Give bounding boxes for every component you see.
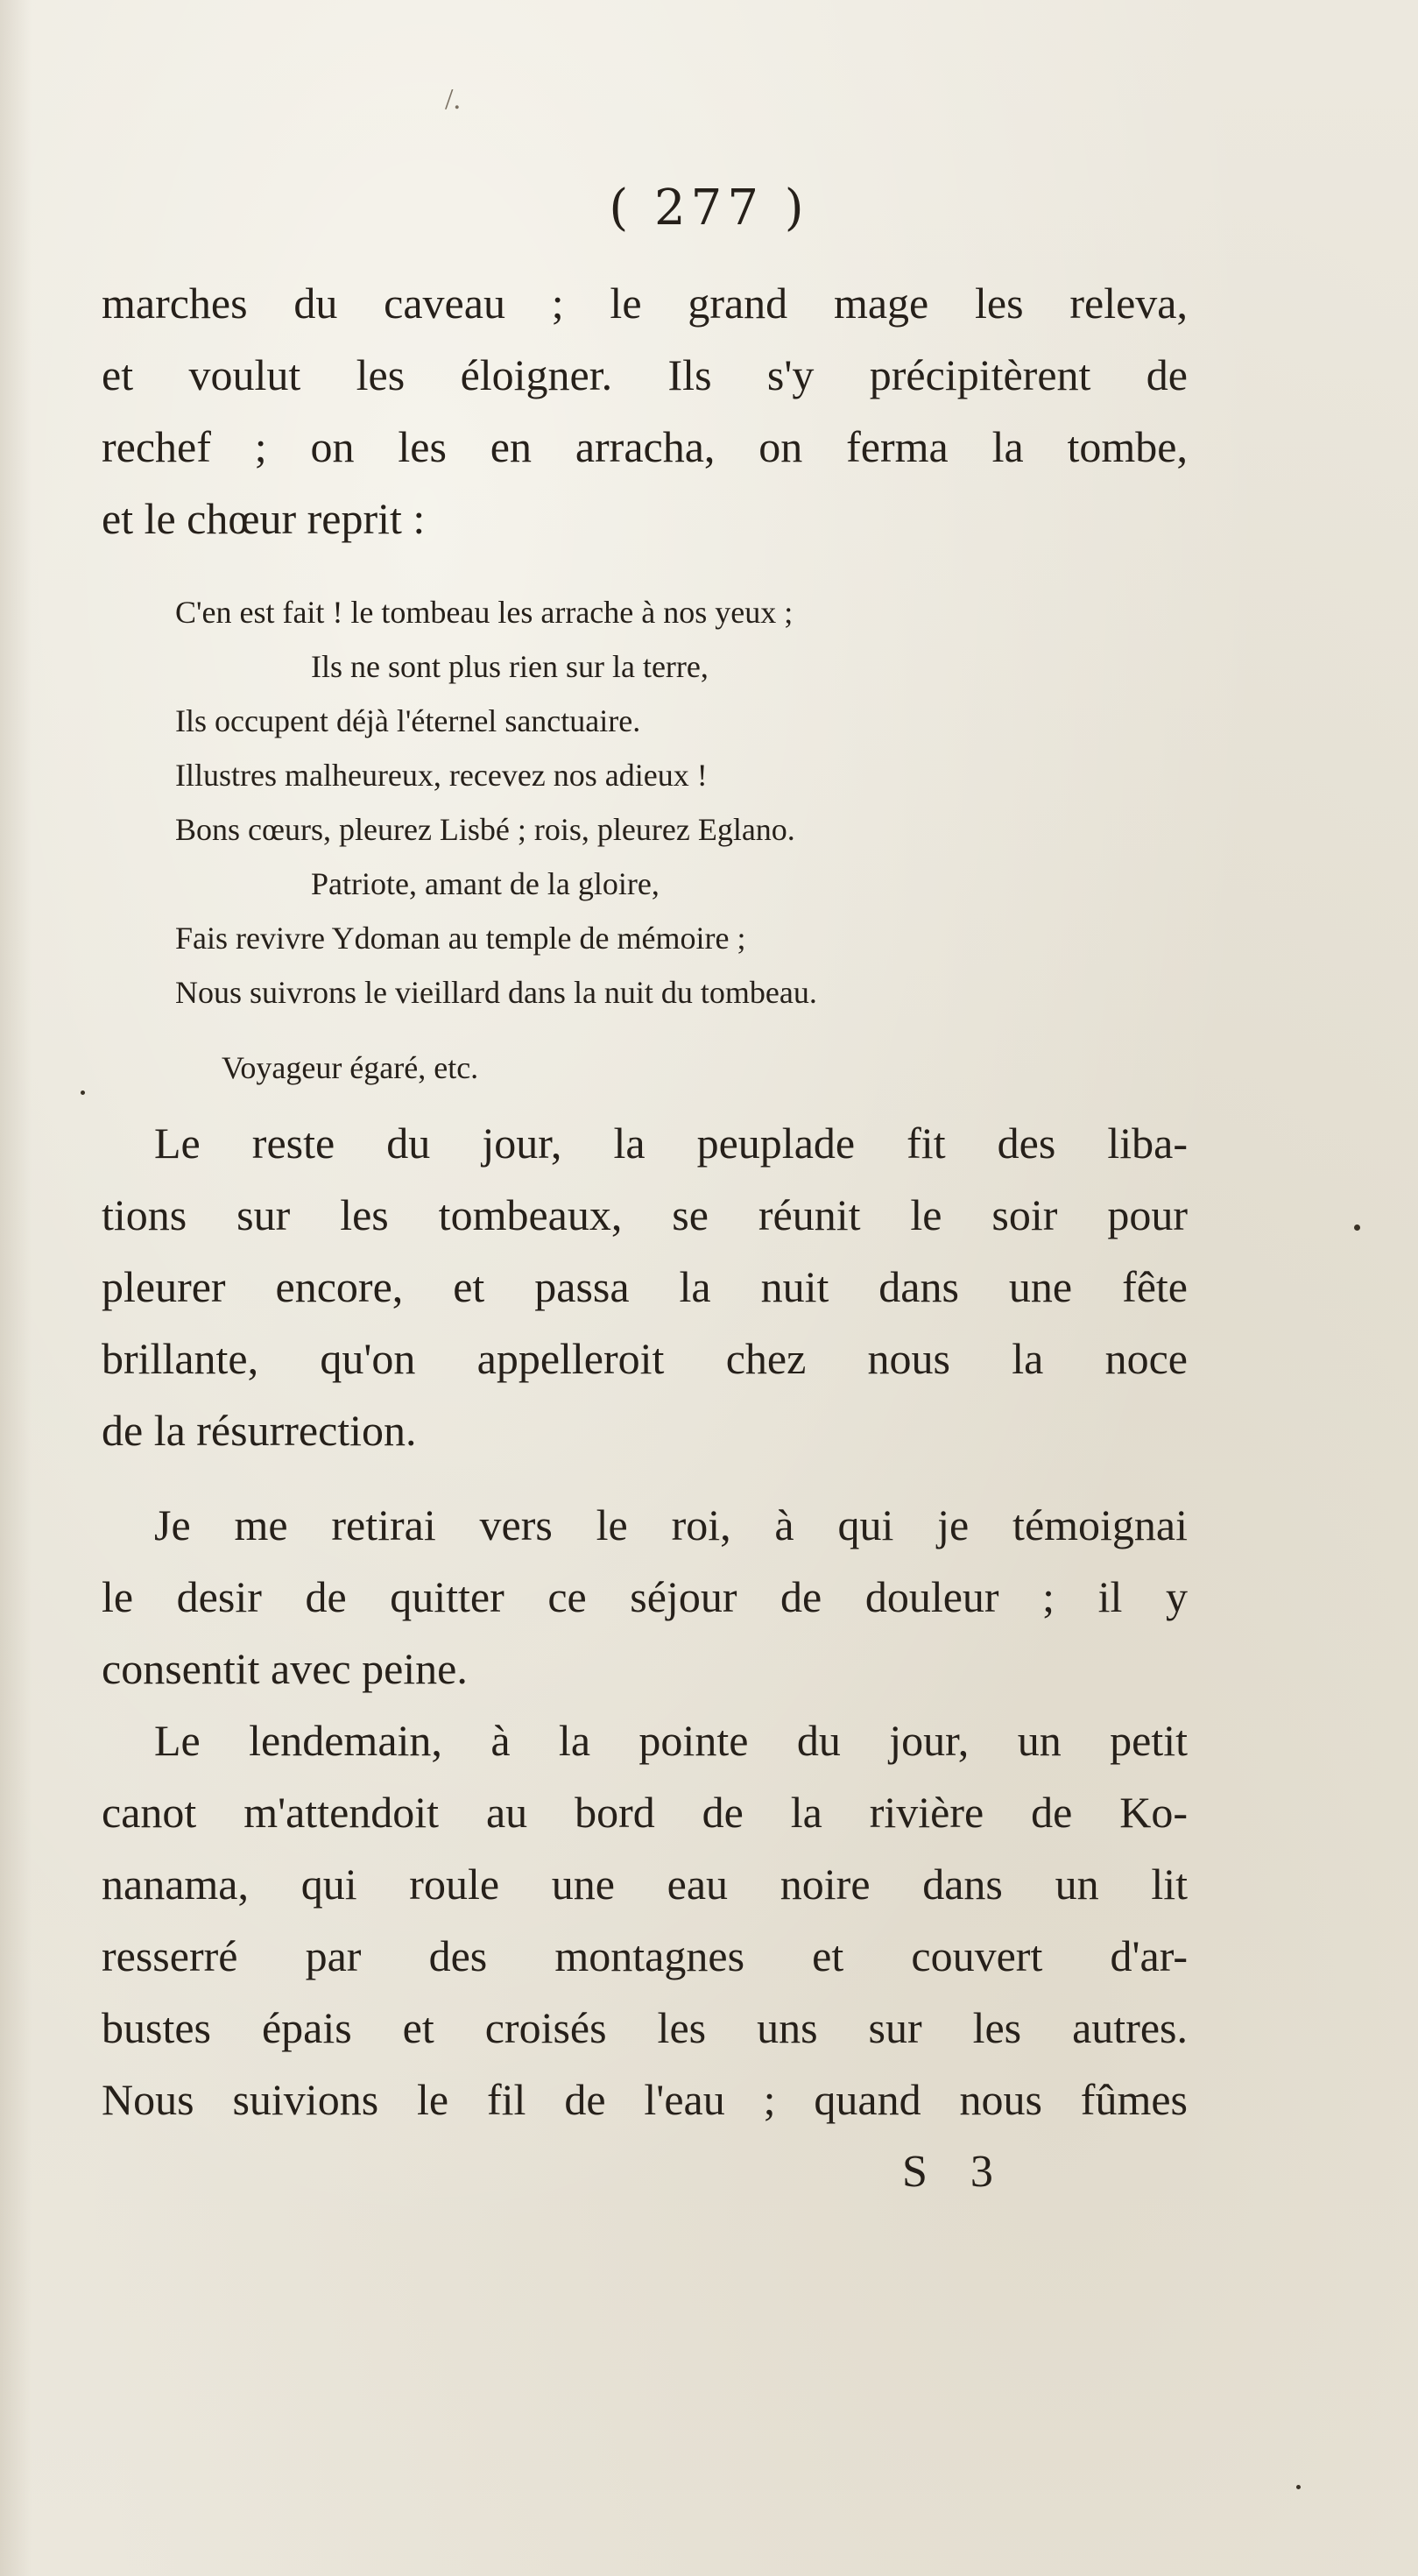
text-line: tions sur les tombeaux, se réunit le soir pour (102, 1190, 1188, 1239)
paragraph-1 (102, 267, 1188, 554)
text-line: et le chœur reprit : (102, 494, 426, 543)
verse-stanza (175, 585, 1121, 1020)
text-line: et voulut les éloigner. Ils s'y précipitèrent de (102, 350, 1188, 399)
text-line: rechef ; on les en arracha, on ferma la tombe, (102, 422, 1188, 471)
ink-speck (1296, 2485, 1301, 2489)
text-line: nanama, qui roule une eau noire dans un lit (102, 1860, 1188, 1909)
page-number-header: ( 277 ) (609, 180, 809, 236)
text-line: canot m'attendoit au bord de la rivière de Ko- (102, 1788, 1188, 1837)
verse-line: Ils ne sont plus rien sur la terre, (311, 649, 709, 684)
signature-mark: S 3 (902, 2147, 1009, 2197)
text-line: brillante, qu'on appelleroit chez nous la noce (102, 1334, 1188, 1383)
text-line: bustes épais et croisés les uns sur les autres. (102, 2003, 1188, 2052)
verse-line: Ils occupent déjà l'éternel sanctuaire. (175, 703, 641, 738)
margin-ink-mark: /. (445, 83, 461, 116)
text-line: de la résurrection. (102, 1406, 417, 1455)
text-line: Je me retirai vers le roi, à qui je témoignai (154, 1500, 1188, 1549)
paragraph-4 (102, 1704, 1188, 2135)
verse-line: Fais revivre Ydoman au temple de mémoire ; (175, 921, 746, 956)
paragraph-2 (102, 1107, 1188, 1466)
text-line: pleurer encore, et passa la nuit dans une fête (102, 1262, 1188, 1311)
verse-line: Patriote, amant de la gloire, (311, 866, 660, 901)
text-line: Le lendemain, à la pointe du jour, un petit (154, 1716, 1188, 1765)
text-line: le desir de quitter ce séjour de douleur ; il y (102, 1572, 1188, 1621)
refrain-line: Voyageur égaré, etc. (222, 1050, 479, 1085)
paragraph-3 (102, 1489, 1188, 1704)
text-line: Le reste du jour, la peuplade fit des liba- (154, 1119, 1188, 1168)
text-line: Nous suivions le fil de l'eau ; quand nous fûmes (102, 2075, 1188, 2124)
verse-line: C'en est fait ! le tombeau les arrache à nos yeux ; (175, 595, 794, 630)
text-line: resserré par des montagnes et couvert d'ar- (102, 1931, 1188, 1980)
ink-speck (1354, 1224, 1360, 1231)
ink-speck (81, 1090, 85, 1095)
verse-line: Bons cœurs, pleurez Lisbé ; rois, pleurez Eglano. (175, 812, 795, 847)
text-line: marches du caveau ; le grand mage les releva, (102, 279, 1188, 328)
verse-line: Illustres malheureux, recevez nos adieux ! (175, 758, 708, 793)
text-line: consentit avec peine. (102, 1644, 468, 1693)
verse-line: Nous suivrons le vieillard dans la nuit du tombeau. (175, 975, 817, 1010)
